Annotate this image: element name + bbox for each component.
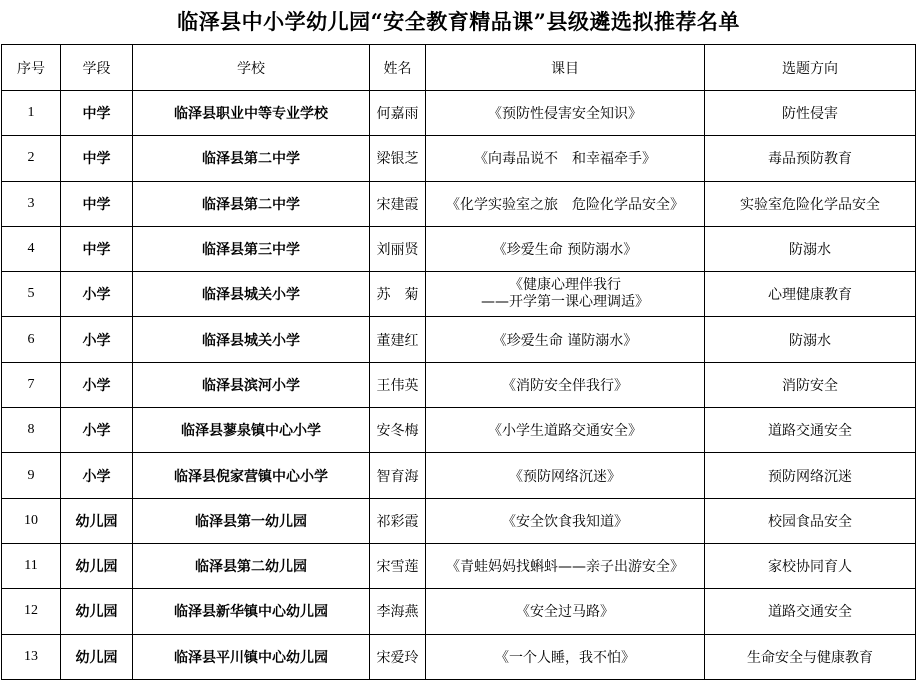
cell-name: 李海燕 [370,589,426,634]
cell-school: 临泽县新华镇中心幼儿园 [133,589,370,634]
course-line: 《预防性侵害安全知识》 [488,106,642,123]
cell-name: 宋建霞 [370,181,426,226]
cell-number: 3 [2,181,61,226]
cell-name: 安冬梅 [370,408,426,453]
table-row [2,226,916,271]
cell-stage: 幼儿园 [61,589,133,634]
course-line: 《珍爱生命 预防溺水》 [492,242,638,259]
cell-topic: 实验室危险化学品安全 [705,181,916,226]
table-row [2,91,916,136]
course-line: 《一个人睡，我不怕》 [495,649,635,666]
cell-school: 临泽县第一幼儿园 [133,498,370,543]
document-title: 临泽县中小学幼儿园“安全教育精品课”县级遴选拟推荐名单 [177,9,740,34]
cell-number: 5 [2,272,61,317]
cell-number: 13 [2,634,61,679]
cell-school: 临泽县城关小学 [133,272,370,317]
header-topic: 选题方向 [705,45,916,91]
table-row [2,589,916,634]
cell-name: 智育海 [370,453,426,498]
cell-name: 梁银芝 [370,136,426,181]
cell-course [426,453,705,498]
cell-course [426,589,705,634]
table-header-row [2,45,916,91]
cell-number: 9 [2,453,61,498]
table-row [2,362,916,407]
cell-name: 苏 菊 [370,272,426,317]
course-line: 《化学实验室之旅 危险化学品安全》 [446,196,684,213]
cell-school: 临泽县蓼泉镇中心小学 [133,408,370,453]
cell-stage: 小学 [61,408,133,453]
cell-topic: 生命安全与健康教育 [705,634,916,679]
course-line: 《珍爱生命 谨防溺水》 [492,332,638,349]
table-row [2,181,916,226]
cell-school: 临泽县平川镇中心幼儿园 [133,634,370,679]
cell-number: 6 [2,317,61,362]
cell-school: 临泽县滨河小学 [133,362,370,407]
header-course: 课目 [426,45,705,91]
cell-stage: 中学 [61,226,133,271]
cell-number: 12 [2,589,61,634]
cell-name: 刘丽贤 [370,226,426,271]
cell-number: 8 [2,408,61,453]
cell-stage: 幼儿园 [61,543,133,588]
table-row [2,408,916,453]
cell-number: 2 [2,136,61,181]
cell-stage: 小学 [61,453,133,498]
cell-stage: 幼儿园 [61,498,133,543]
cell-name: 董建红 [370,317,426,362]
cell-topic: 防溺水 [705,226,916,271]
table-row [2,453,916,498]
course-line: 《向毒品说不 和幸福牵手》 [474,151,656,168]
cell-stage: 小学 [61,317,133,362]
cell-school: 临泽县倪家营镇中心小学 [133,453,370,498]
table-row [2,272,916,317]
cell-course [426,634,705,679]
cell-name: 宋雪莲 [370,543,426,588]
table-row [2,543,916,588]
cell-stage: 小学 [61,272,133,317]
cell-stage: 中学 [61,136,133,181]
cell-topic: 毒品预防教育 [705,136,916,181]
table-row [2,317,916,362]
course-line: 《安全过马路》 [516,604,614,621]
cell-topic: 校园食品安全 [705,498,916,543]
table-row [2,634,916,679]
cell-course [426,362,705,407]
cell-topic: 道路交通安全 [705,408,916,453]
cell-number: 10 [2,498,61,543]
cell-course [426,226,705,271]
course-line: ——开学第一课心理调适》 [481,294,649,311]
cell-course [426,317,705,362]
cell-course [426,543,705,588]
cell-course [426,91,705,136]
course-line: 《消防安全伴我行》 [502,377,628,394]
header-number: 序号 [2,45,61,91]
course-line: 《健康心理伴我行 [509,277,621,294]
cell-course [426,408,705,453]
cell-course [426,181,705,226]
cell-school: 临泽县职业中等专业学校 [133,91,370,136]
header-stage: 学段 [61,45,133,91]
cell-course [426,136,705,181]
cell-school: 临泽县第二幼儿园 [133,543,370,588]
cell-course [426,272,705,317]
cell-topic: 道路交通安全 [705,589,916,634]
cell-topic: 防性侵害 [705,91,916,136]
cell-name: 何嘉雨 [370,91,426,136]
recommendation-table [1,44,916,680]
course-line: 《小学生道路交通安全》 [488,423,642,440]
cell-stage: 中学 [61,181,133,226]
cell-topic: 消防安全 [705,362,916,407]
cell-name: 宋爱玲 [370,634,426,679]
table-row [2,498,916,543]
cell-school: 临泽县城关小学 [133,317,370,362]
cell-number: 11 [2,543,61,588]
cell-school: 临泽县第三中学 [133,226,370,271]
cell-topic: 家校协同育人 [705,543,916,588]
course-line: 《预防网络沉迷》 [509,468,621,485]
table-row [2,136,916,181]
course-line: 《安全饮食我知道》 [502,513,628,530]
cell-school: 临泽县第二中学 [133,136,370,181]
cell-topic: 预防网络沉迷 [705,453,916,498]
cell-name: 王伟英 [370,362,426,407]
cell-stage: 小学 [61,362,133,407]
cell-course [426,498,705,543]
cell-number: 7 [2,362,61,407]
course-line: 《青蛙妈妈找蝌蚪——亲子出游安全》 [446,559,684,576]
cell-number: 1 [2,91,61,136]
cell-topic: 心理健康教育 [705,272,916,317]
header-school: 学校 [133,45,370,91]
cell-number: 4 [2,226,61,271]
cell-stage: 中学 [61,91,133,136]
header-name: 姓名 [370,45,426,91]
cell-school: 临泽县第二中学 [133,181,370,226]
cell-stage: 幼儿园 [61,634,133,679]
cell-topic: 防溺水 [705,317,916,362]
cell-name: 祁彩霞 [370,498,426,543]
table-body [2,91,916,680]
